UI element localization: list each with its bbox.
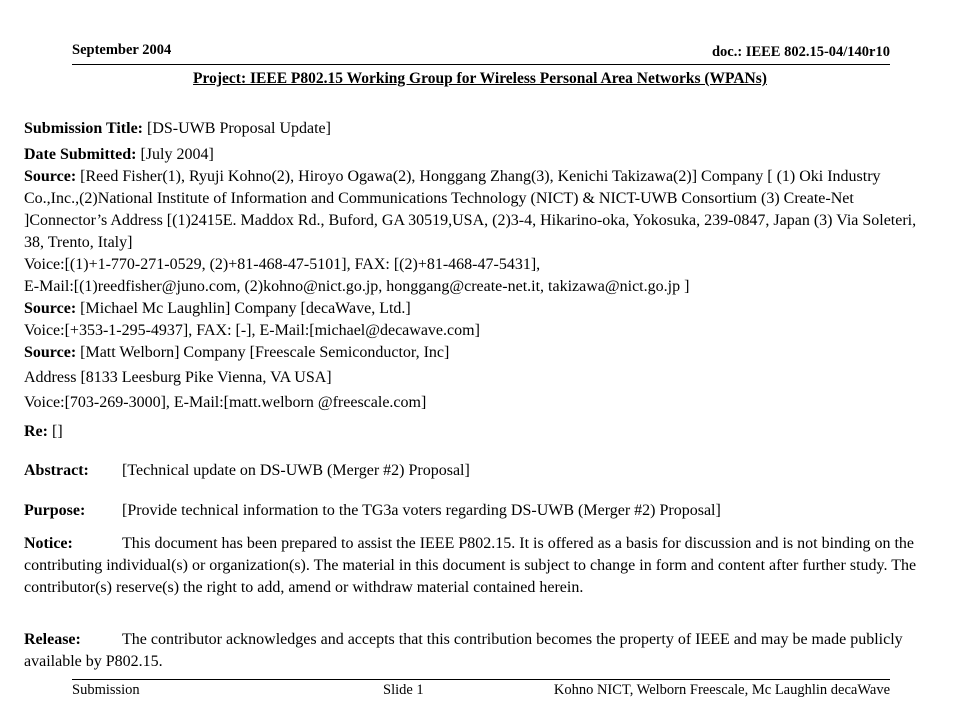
footer-submission: Submission (72, 682, 140, 698)
abstract-line (24, 460, 929, 482)
source-block-1 (24, 144, 929, 342)
header-doc-id: doc.: IEEE 802.15-04/140r10 (711, 44, 890, 60)
source-2-voice: Voice:[+353-1-295-4937], FAX: [-], E-Mail:[michael@decawave.com] (24, 322, 480, 339)
date-submitted-label: Date Submitted: (24, 146, 137, 163)
release-value: The contributor acknowledges and accepts that this contribution becomes the property of IEEE and may be made publicly available by P802.15. (24, 631, 903, 670)
purpose-label: Purpose: (24, 502, 86, 519)
source-block-3 (24, 340, 929, 415)
notice-value: This document has been prepared to assist the IEEE P802.15. It is offered as a basis for discussion and is not binding on the contributing individual(s) or organization(s). The material in this document is subject to change in form and content after further study. The contributor(s) reserve(s) the right to add, amend or withdraw material contained herein. (24, 535, 917, 596)
source-1-label: Source: (24, 168, 77, 185)
source-2-label: Source: (24, 300, 77, 317)
source-3-line (24, 340, 929, 365)
submission-title-label: Submission Title: (24, 120, 144, 137)
re-label: Re: (24, 423, 48, 440)
release-paragraph (24, 629, 929, 673)
submission-title-value: [DS-UWB Proposal Update] (147, 120, 331, 137)
re-line (24, 421, 929, 443)
submission-title-line (24, 118, 929, 140)
purpose-value: [Provide technical information to the TG3a voters regarding DS-UWB (Merger #2) Proposal] (122, 502, 721, 519)
footer-divider (72, 679, 890, 680)
notice-paragraph (24, 533, 929, 599)
source-3-address: Address [8133 Leesburg Pike Vienna, VA USA] (24, 369, 332, 386)
source-2-line (24, 298, 929, 320)
project-title: Project: IEEE P802.15 Working Group for Wireless Personal Area Networks (WPANs) (193, 70, 767, 87)
re-value: [] (51, 423, 63, 440)
source-1-paragraph (24, 166, 929, 254)
source-1-email: E-Mail:[(1)reedfisher@juno.com, (2)kohno@nict.go.jp, honggang@create-net.it, takizawa@nict.go.jp ] (24, 278, 690, 295)
source-3-voice: Voice:[703-269-3000], E-Mail:[matt.welborn @freescale.com] (24, 394, 427, 411)
notice-label: Notice: (24, 535, 73, 552)
source-3-text: [Matt Welborn] Company [Freescale Semiconductor, Inc] (80, 344, 450, 361)
release-label: Release: (24, 631, 81, 648)
abstract-label: Abstract: (24, 462, 89, 479)
source-1-text: [Reed Fisher(1), Ryuji Kohno(2), Hiroyo Ogawa(2), Honggang Zhang(3), Kenichi Takizawa(2)] Company [ (1) Oki Industry Co.,Inc.,(2)National Institute of Information and Communications Technology (NICT) & NICT-UWB Consortium (3) Create-Net ]Connector’s Address [(1)2415E. Maddox Rd., Buford, GA 30519,USA, (2)3-4, Hikarino-oka, Yokosuka, 239-0847, Japan (3) Via Soleteri, 38, Trento, Italy] (24, 168, 917, 251)
footer-slide-number: Slide 1 (383, 682, 424, 698)
header-divider (72, 64, 890, 65)
header-date: September 2004 (72, 42, 172, 58)
abstract-value: [Technical update on DS-UWB (Merger #2) Proposal] (122, 462, 470, 479)
date-submitted-value: [July 2004] (140, 146, 214, 163)
footer-authors: Kohno NICT, Welborn Freescale, Mc Laughlin decaWave (553, 682, 890, 698)
source-2-text: [Michael Mc Laughlin] Company [decaWave, Ltd.] (80, 300, 411, 317)
date-submitted-line (24, 144, 929, 166)
source-1-voice: Voice:[(1)+1-770-271-0529, (2)+81-468-47-5101], FAX: [(2)+81-468-47-5431], (24, 256, 541, 273)
purpose-line (24, 500, 929, 522)
source-3-label: Source: (24, 344, 77, 361)
